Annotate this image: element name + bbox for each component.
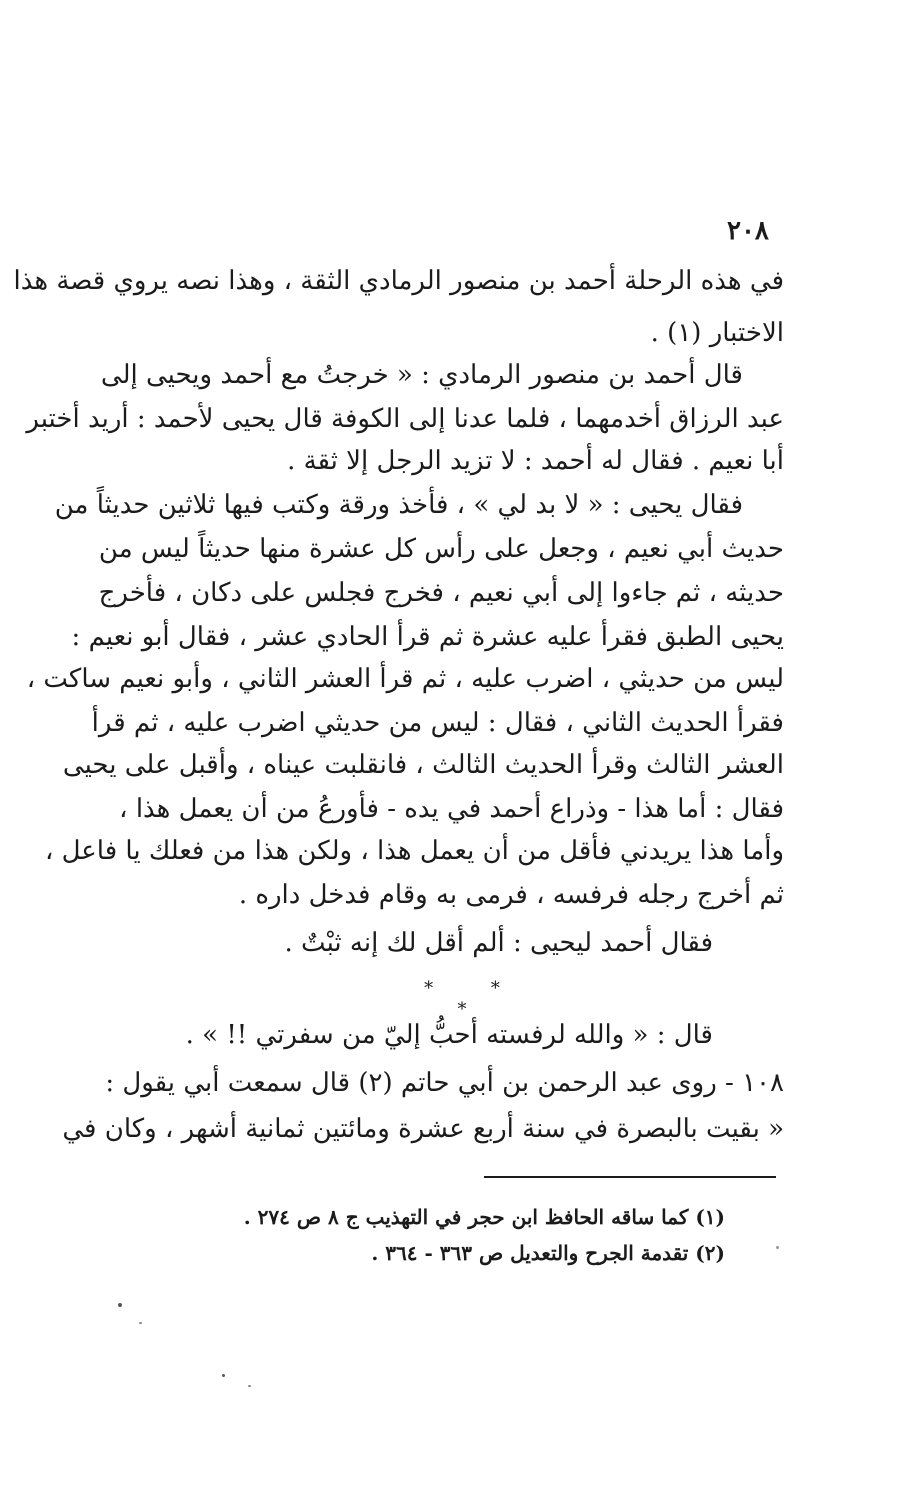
body-line: فقال يحيى : « لا بد لي » ، فأخذ ورقة وكتب فيها ثلاثين حديثاً من bbox=[54, 490, 743, 520]
footnote: (٢) تقدمة الجرح والتعديل ص ٣٦٣ - ٣٦٤ . bbox=[371, 1241, 725, 1265]
body-line: فقرأ الحديث الثاني ، فقال : ليس من حديثي اضرب عليه ، ثم قرأ bbox=[91, 708, 784, 738]
body-line: فقال أحمد ليحيى : ألم أقل لك إنه ثبْتٌ . bbox=[284, 928, 713, 958]
section-separator: * * * bbox=[424, 978, 526, 1020]
scan-speck bbox=[118, 1303, 122, 1307]
body-line: عبد الرزاق أخدمهما ، فلما عدنا إلى الكوفة قال يحيى لأحمد : أريد أختبر bbox=[26, 404, 784, 434]
body-line: ثم أخرج رجله فرفسه ، فرمى به وقام فدخل داره . bbox=[238, 880, 784, 910]
body-line: العشر الثالث وقرأ الحديث الثالث ، فانقلبت عيناه ، وأقبل على يحيى bbox=[62, 750, 784, 780]
scan-speck bbox=[139, 1322, 142, 1324]
body-line: قال أحمد بن منصور الرمادي : « خرجتُ مع أحمد ويحيى إلى bbox=[100, 360, 743, 390]
scan-speck bbox=[776, 1246, 779, 1249]
page-number: ٢٠٨ bbox=[727, 216, 769, 246]
body-line: حديث أبي نعيم ، وجعل على رأس كل عشرة منها حديثاً ليس من bbox=[98, 534, 784, 564]
footnote: (١) كما ساقه الحافظ ابن حجر في التهذيب ج ٨ ص ٢٧٤ . bbox=[243, 1205, 725, 1229]
body-line: فقال : أما هذا - وذراع أحمد في يده - فأورعُ من أن يعمل هذا ، bbox=[119, 794, 784, 824]
body-line: يحيى الطبق فقرأ عليه عشرة ثم قرأ الحادي عشر ، فقال أبو نعيم : bbox=[71, 622, 784, 652]
body-line: حديثه ، ثم جاءوا إلى أبي نعيم ، فخرج فجلس على دكان ، فأخرج bbox=[98, 578, 784, 608]
body-line: الاختبار (١) . bbox=[650, 318, 784, 348]
scan-speck bbox=[248, 1385, 251, 1387]
body-line: ١٠٨ - روى عبد الرحمن بن أبي حاتم (٢) قال سمعت أبي يقول : bbox=[105, 1068, 784, 1098]
body-line: أبا نعيم . فقال له أحمد : لا تزيد الرجل إلا ثقة . bbox=[287, 446, 784, 476]
scan-speck bbox=[222, 1374, 225, 1377]
body-line: قال : « والله لرفسته أحبُّ إليّ من سفرتي !! » . bbox=[185, 1020, 713, 1050]
body-line: في هذه الرحلة أحمد بن منصور الرمادي الثقة ، وهذا نصه يروي قصة هذا bbox=[13, 266, 784, 296]
body-line: وأما هذا يريدني فأقل من أن يعمل هذا ، ولكن هذا من فعلك يا فاعل ، bbox=[44, 836, 784, 866]
body-line: ليس من حديثي ، اضرب عليه ، ثم قرأ العشر الثاني ، وأبو نعيم ساكت ، bbox=[26, 664, 784, 694]
body-line: « بقيت بالبصرة في سنة أربع عشرة ومائتين ثمانية أشهر ، وكان في bbox=[62, 1114, 784, 1144]
footnote-rule bbox=[484, 1176, 776, 1178]
